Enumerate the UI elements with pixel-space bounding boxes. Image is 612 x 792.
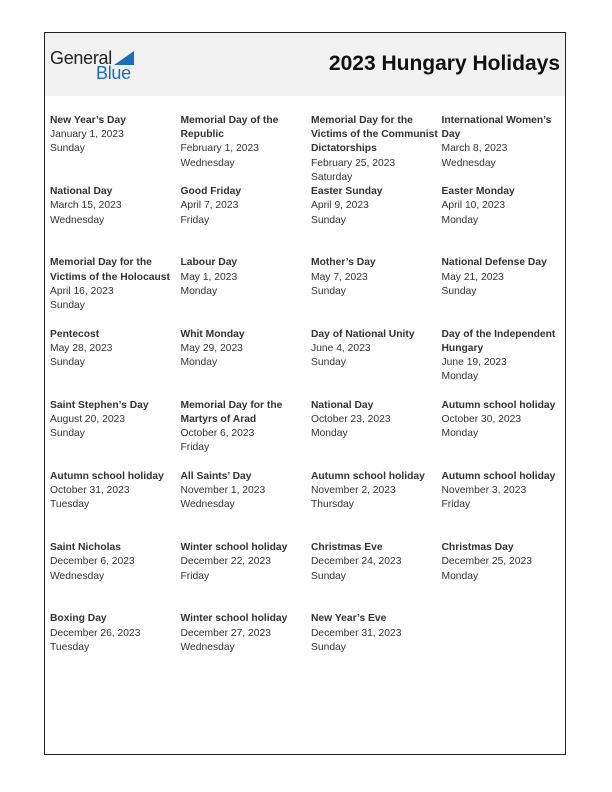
logo-word-blue: Blue	[96, 63, 131, 83]
holiday-day: Sunday	[441, 285, 477, 297]
holiday-entry	[442, 328, 564, 399]
holiday-name: New Year’s Eve	[311, 613, 387, 625]
holiday-name: Memorial Day of the Republic	[180, 115, 279, 141]
holiday-entry	[311, 399, 442, 470]
holiday-date: January 1, 2023	[50, 129, 124, 141]
holiday-day: Wednesday	[180, 499, 235, 511]
holiday-name: New Year’s Day	[50, 115, 126, 126]
holiday-entry	[50, 114, 181, 185]
holiday-name: National Day	[311, 399, 374, 411]
holiday-name: Whit Monday	[180, 328, 245, 340]
holiday-grid	[50, 114, 565, 684]
holiday-entry	[442, 256, 564, 327]
holiday-name: Pentecost	[50, 328, 100, 340]
holiday-day: Thursday	[311, 499, 354, 511]
holiday-day: Friday	[180, 214, 210, 226]
holiday-entry	[50, 256, 181, 327]
holiday-name: Easter Monday	[441, 186, 515, 198]
holiday-day: Saturday	[311, 171, 353, 183]
holiday-date: December 26, 2023	[50, 627, 141, 639]
holiday-date: December 31, 2023	[311, 627, 402, 639]
holiday-name: Memorial Day for the Victims of the Communist Dictatorships	[311, 115, 438, 155]
holiday-entry	[311, 256, 442, 327]
holiday-name: Boxing Day	[50, 613, 107, 625]
holiday-name: International Women’s Day	[441, 115, 552, 141]
holiday-entry	[50, 328, 181, 399]
holiday-day: Sunday	[50, 299, 85, 311]
holiday-name: Easter Sunday	[311, 186, 383, 198]
holiday-entry	[50, 185, 181, 256]
holiday-entry	[50, 541, 181, 612]
holiday-name: Labour Day	[180, 257, 238, 269]
holiday-name: Autumn school holiday	[441, 470, 556, 482]
holiday-day: Monday	[180, 285, 218, 297]
holiday-day: Sunday	[50, 356, 85, 368]
holiday-entry	[50, 399, 181, 470]
holiday-date: December 24, 2023	[311, 556, 402, 568]
holiday-entry	[311, 470, 442, 541]
holiday-date: May 7, 2023	[311, 271, 368, 283]
holiday-day: Monday	[441, 371, 479, 383]
holiday-name: Day of the Independent Hungary	[441, 328, 556, 354]
holiday-entry	[311, 185, 442, 256]
holiday-name: National Day	[50, 186, 113, 198]
holiday-date: November 1, 2023	[180, 485, 266, 497]
holiday-date: May 29, 2023	[180, 342, 243, 354]
holiday-date: October 30, 2023	[441, 413, 522, 425]
holiday-day: Wednesday	[180, 641, 235, 653]
holiday-date: April 10, 2023	[441, 200, 506, 212]
holiday-name: Memorial Day for the Victims of the Holocaust	[50, 257, 170, 283]
holiday-date: February 1, 2023	[180, 143, 259, 155]
holiday-day: Sunday	[311, 356, 346, 368]
holiday-date: February 25, 2023	[311, 157, 396, 169]
holiday-entry	[311, 114, 442, 185]
holiday-name: Christmas Eve	[311, 542, 383, 554]
holiday-date: March 15, 2023	[50, 200, 122, 212]
holiday-date: May 28, 2023	[50, 342, 113, 354]
holiday-name: Memorial Day for the Martyrs of Arad	[180, 399, 283, 425]
holiday-name: Mother’s Day	[311, 257, 376, 269]
holiday-name: Winter school holiday	[180, 613, 288, 625]
header	[45, 33, 565, 96]
holiday-entry	[50, 470, 181, 541]
holiday-entry	[442, 470, 564, 541]
holiday-day: Monday	[311, 428, 348, 440]
holiday-day: Tuesday	[50, 641, 90, 653]
holiday-name: Day of National Unity	[311, 328, 415, 340]
holiday-day: Sunday	[311, 641, 346, 653]
holiday-date: June 4, 2023	[311, 342, 371, 354]
holiday-date: April 16, 2023	[50, 285, 114, 297]
holiday-entry	[50, 612, 181, 683]
holiday-date: June 19, 2023	[441, 356, 507, 368]
holiday-date: December 22, 2023	[180, 556, 271, 568]
holiday-day: Sunday	[311, 570, 346, 582]
logo-word-general: General	[50, 48, 112, 68]
holiday-date: May 21, 2023	[441, 271, 504, 283]
holiday-day: Monday	[441, 570, 479, 582]
holiday-date: October 23, 2023	[311, 413, 391, 425]
holiday-name: National Defense Day	[441, 257, 547, 269]
holiday-date: August 20, 2023	[50, 413, 125, 425]
holiday-entry	[311, 328, 442, 399]
holiday-name: Autumn school holiday	[441, 399, 556, 411]
holiday-date: November 2, 2023	[311, 485, 396, 497]
holiday-day: Monday	[441, 214, 479, 226]
holiday-date: October 31, 2023	[50, 485, 130, 497]
holiday-entry	[181, 328, 312, 399]
holiday-day: Wednesday	[441, 157, 496, 169]
holiday-entry	[442, 185, 564, 256]
holiday-day: Monday	[180, 356, 218, 368]
holiday-name: All Saints’ Day	[180, 470, 252, 482]
holiday-day: Wednesday	[50, 214, 105, 226]
holiday-entry	[181, 399, 312, 470]
holiday-day: Sunday	[311, 285, 346, 297]
holiday-day: Sunday	[50, 143, 85, 155]
page-frame	[44, 32, 566, 755]
holiday-name: Autumn school holiday	[311, 470, 425, 482]
holiday-day: Friday	[180, 570, 210, 582]
holiday-entry	[181, 256, 312, 327]
holiday-name: Good Friday	[180, 186, 242, 198]
holiday-entry	[181, 612, 312, 683]
holiday-date: March 8, 2023	[441, 143, 508, 155]
holiday-entry	[181, 541, 312, 612]
holiday-entry	[181, 470, 312, 541]
logo	[50, 48, 160, 82]
holiday-entry	[311, 612, 442, 683]
holiday-date: December 6, 2023	[50, 556, 135, 568]
holiday-name: Saint Stephen’s Day	[50, 399, 149, 411]
holiday-entry	[181, 114, 312, 185]
page-title: 2023 Hungary Holidays	[328, 52, 560, 75]
holiday-entry	[442, 399, 564, 470]
holiday-day: Monday	[441, 428, 479, 440]
holiday-date: May 1, 2023	[180, 271, 238, 283]
holiday-date: October 6, 2023	[180, 428, 255, 440]
holiday-day: Friday	[180, 442, 210, 454]
holiday-entry	[181, 185, 312, 256]
holiday-day: Tuesday	[50, 499, 90, 511]
holiday-entry	[442, 114, 564, 185]
holiday-day: Wednesday	[50, 570, 105, 582]
holiday-day: Sunday	[311, 214, 346, 226]
holiday-date: November 3, 2023	[441, 485, 527, 497]
holiday-name: Winter school holiday	[180, 542, 288, 554]
holiday-date: December 27, 2023	[180, 627, 271, 639]
holiday-entry	[442, 541, 564, 612]
holiday-date: April 9, 2023	[311, 200, 369, 212]
holiday-day: Friday	[441, 499, 471, 511]
holiday-day: Sunday	[50, 428, 85, 440]
holiday-name: Saint Nicholas	[50, 542, 121, 554]
holiday-date: December 25, 2023	[441, 556, 532, 568]
holiday-name: Christmas Day	[441, 542, 514, 554]
holiday-entry	[311, 541, 442, 612]
holiday-date: April 7, 2023	[180, 200, 239, 212]
holiday-name: Autumn school holiday	[50, 470, 164, 482]
holiday-day: Wednesday	[180, 157, 235, 169]
